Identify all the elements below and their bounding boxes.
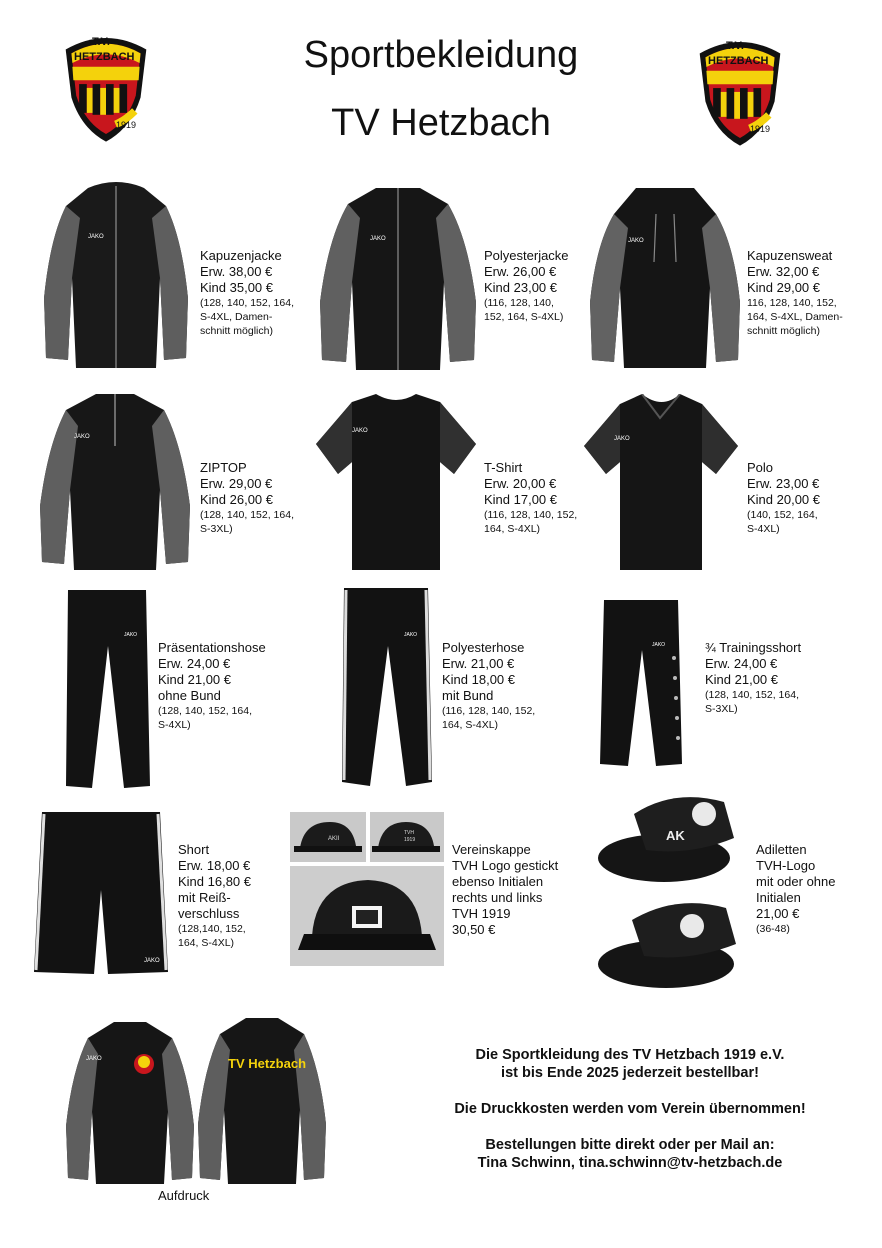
item-polo: Polo Erw. 23,00 € Kind 20,00 € (140, 152, 164, S-4XL)	[747, 460, 821, 535]
polyester-pants-icon	[336, 586, 436, 790]
item-kapuzenjacke: Kapuzenjacke Erw. 38,00 € Kind 35,00 € (128, 140, 152, 164, S-4XL, Damen- schnitt möglich)	[200, 248, 294, 337]
tshirt-icon	[312, 392, 480, 572]
svg-text:JAKO: JAKO	[88, 234, 104, 240]
item-polyesterjacke: Polyesterjacke Erw. 26,00 € Kind 23,00 € (116, 128, 140, 152, 164, S-4XL)	[484, 248, 569, 323]
polo-icon	[580, 394, 742, 572]
svg-text:JAKO: JAKO	[628, 238, 644, 244]
polyester-jacket-icon	[314, 182, 482, 372]
item-tshirt: T-Shirt Erw. 20,00 € Kind 17,00 € (116, 128, 140, 152, 164, S-4XL)	[484, 460, 578, 535]
hooded-jacket-icon	[36, 178, 196, 370]
cap-photo-left: AKII	[290, 812, 366, 862]
hoodie-image	[584, 184, 746, 370]
page-title: Sportbekleidung	[303, 34, 579, 76]
print-front-image: JAKO	[60, 1016, 200, 1186]
print-caption: Aufdruck	[158, 1188, 210, 1203]
item-ziptop: ZIPTOP Erw. 29,00 € Kind 26,00 € (128, 140, 152, 164, S-3XL)	[200, 460, 294, 535]
ziptop-icon	[34, 386, 196, 572]
ziptop-front-print-icon	[60, 1016, 200, 1186]
tshirt-image	[312, 392, 480, 572]
svg-text:JAKO: JAKO	[74, 434, 90, 440]
three-quarter-shorts-icon	[596, 598, 688, 770]
polyester-jacket-image	[314, 182, 482, 372]
page-subtitle: TV Hetzbach	[331, 102, 551, 144]
ziptop-image	[34, 386, 196, 572]
club-logo-right: T.V. HETZBACH 1919	[692, 32, 788, 148]
presentation-pants-icon	[62, 586, 152, 790]
svg-text:JAKO: JAKO	[614, 436, 630, 442]
svg-text:JAKO: JAKO	[124, 632, 138, 638]
polo-image	[580, 394, 742, 572]
hoodie-icon	[584, 184, 746, 370]
item-adiletten: Adiletten TVH-Logo mit oder ohne Initialen 21,00 € (36-48)	[756, 842, 836, 935]
contact-line: Tina Schwinn, tina.schwinn@tv-hetzbach.de	[477, 1155, 783, 1171]
item-short: Short Erw. 18,00 € Kind 16,80 € mit Reiß- verschluss (128,140, 152, 164, S-4XL)	[178, 842, 252, 949]
cap-icon	[290, 866, 444, 966]
print-back-image	[192, 1012, 332, 1186]
polyester-pants-image	[336, 586, 436, 790]
cap-photo-right: TVH 1919	[370, 812, 444, 862]
slide-sandal-top-image: AK	[594, 784, 744, 888]
shorts-icon	[32, 810, 170, 976]
slide-sandal-bottom-image	[592, 890, 744, 994]
shorts-image	[32, 810, 170, 976]
item-vereinskappe: Vereinskappe TVH Logo gestickt ebenso Initialen rechts und links TVH 1919 30,50 €	[452, 842, 559, 937]
svg-text:JAKO: JAKO	[352, 428, 368, 434]
item-polyesterhose: Polyesterhose Erw. 21,00 € Kind 18,00 € mit Bund (116, 128, 140, 152, 164, S-4XL)	[442, 640, 536, 731]
svg-text:JAKO: JAKO	[652, 642, 666, 648]
three-quarter-shorts-image	[596, 598, 688, 770]
item-praesentationshose: Präsentationshose Erw. 24,00 € Kind 21,00 € ohne Bund (128, 140, 152, 164, S-4XL)	[158, 640, 266, 731]
ziptop-back-print-icon	[192, 1012, 332, 1186]
svg-text:JAKO: JAKO	[404, 632, 418, 638]
cap-photo-front	[290, 866, 444, 966]
presentation-pants-image	[62, 586, 152, 790]
hooded-jacket-image	[36, 178, 196, 370]
order-notice: Die Sportkleidung des TV Hetzbach 1919 e.V. ist bis Ende 2025 jederzeit bestellbar! Die Druckkosten werden vom Verein übernommen! Bestellungen bitte direkt oder per Mail an: Tina Schwinn, tina.schwinn@tv-hetzbach.de	[400, 1046, 860, 1172]
club-logo-left: T.V. HETZBACH 1919	[58, 28, 154, 144]
svg-text:JAKO: JAKO	[370, 236, 386, 242]
back-print-text: TV Hetzbach	[228, 1056, 307, 1071]
item-kapuzensweat: Kapuzensweat Erw. 32,00 € Kind 29,00 € 116, 128, 140, 152, 164, S-4XL, Damen- schnitt möglich)	[747, 248, 843, 337]
svg-text:JAKO: JAKO	[144, 958, 160, 964]
item-trainingsshort: ¾ Trainingsshort Erw. 24,00 € Kind 21,00 € (128, 140, 152, 164, S-3XL)	[705, 640, 802, 715]
slide-sandals-icon	[592, 890, 744, 994]
